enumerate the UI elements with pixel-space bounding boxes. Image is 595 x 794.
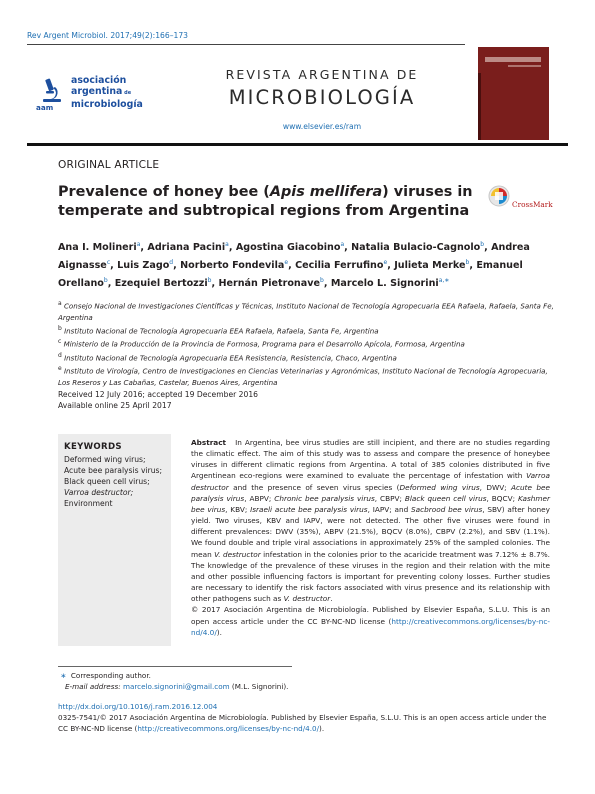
- keyword-item: Varroa destructor;: [64, 488, 134, 498]
- author-separator: ,: [211, 277, 219, 289]
- author: [147, 242, 235, 253]
- abstract-text-part: , DWV;: [479, 482, 512, 492]
- author: [58, 242, 147, 253]
- author-separator: ,: [387, 259, 395, 271]
- journal-citation-link[interactable]: Rev Argent Microbiol. 2017;49(2):166–173: [27, 31, 188, 40]
- author: [180, 260, 295, 271]
- abstract-copyright: [191, 604, 550, 637]
- affiliation: [58, 298, 558, 323]
- author-name: Emanuel Orellano: [58, 259, 523, 289]
- author-separator: ,: [484, 242, 492, 254]
- abstract-text: [191, 437, 550, 604]
- author-name: Andrea Aignasse: [58, 242, 530, 271]
- abstract-text-part: infestation in the colonies prior to the acaricide treatment was 7.12% ± 8.7%. The knowledge of the prevalence of these viruses in the region and their relation with the mite and other possible influencing factors is important for preventing colony losses. Further studies are necessary to identify the risk factors associated with virus presence and its relationship with other pathogens such as: [191, 549, 551, 604]
- keywords-title: KEYWORDS: [64, 442, 122, 452]
- author-separator: ,: [323, 277, 331, 289]
- abstract-text-part: , SBV) after honey yield. Two viruses, KBV and IAPV, were not detected. The other five viruses were found in different prevalences: DWV (35%), ABPV (21.5%), BQCV (8.0%), CBPV (2.2%), and SBV (1.1%). We found double and triple viral associations in approximately 25% of the sampled colonies. The mean: [191, 504, 550, 559]
- online-date: Available online 25 April 2017: [58, 401, 172, 410]
- author-affiliation-marker: b: [465, 258, 470, 266]
- affiliation: [58, 363, 558, 388]
- affiliation-list: [58, 298, 558, 388]
- abstract-italic-term: Kashmer bee virus: [191, 493, 550, 514]
- author-affiliation-marker: e: [284, 258, 289, 266]
- cover-spine: [478, 73, 481, 140]
- crossmark-label: CrossMark: [512, 200, 553, 209]
- header-bottom-rule: [27, 143, 568, 146]
- author: [394, 260, 476, 271]
- abstract-block: [191, 437, 550, 638]
- article-footer: [58, 702, 558, 734]
- keyword-item: Environment: [64, 499, 113, 509]
- author-name: Norberto Fondevila: [180, 259, 285, 271]
- society-name-line1: asociación: [71, 75, 127, 86]
- author-email-link[interactable]: marcelo.signorini@gmail.com: [122, 682, 230, 691]
- crossmark-icon: [488, 185, 510, 211]
- affiliation-text: Ministerio de la Producción de la Provincia de Formosa, Programa para el Desarrollo Apícola, Formosa, Argentina: [63, 339, 465, 349]
- abstract-text-part: , CBPV;: [374, 493, 405, 503]
- author-name: Adriana Pacini: [147, 242, 226, 254]
- abstract-italic-term: V. destructor: [214, 549, 261, 559]
- society-acronym: aam: [36, 103, 54, 112]
- abstract-text-part: , BQCV;: [486, 493, 518, 503]
- title-part-2: ) viruses in temperate and subtropical regions from Argentina: [58, 184, 473, 219]
- affiliation-text: Instituto de Virología, Centro de Investigaciones en Ciencias Veterinarias y Agronómicas, Instituto Nacional de Tecnología Agropecuaria, Los Reseros y Las Cabañas, Castelar, Buenos Aires, Argentina: [58, 366, 548, 388]
- affiliation-marker: e: [58, 365, 62, 373]
- email-label: E-mail address:: [65, 682, 121, 691]
- abstract-italic-term: V. destructor: [283, 594, 331, 604]
- society-name-line3: microbiología: [71, 99, 143, 111]
- footer-license-end: ).: [319, 723, 325, 733]
- keyword-item: Acute bee paralysis virus;: [64, 466, 163, 476]
- keyword-item: Deformed wing virus;: [64, 455, 146, 464]
- journal-cover-image: [478, 47, 549, 140]
- footer-license-link[interactable]: http://creativecommons.org/licenses/by-nc-nd/4.0/: [137, 723, 320, 733]
- author-affiliation-marker: b: [320, 276, 324, 284]
- author-affiliation-marker: b: [480, 241, 485, 248]
- title-species: Apis mellifera: [269, 184, 383, 200]
- keyword-item: Black queen cell virus;: [64, 477, 150, 487]
- author-affiliation-marker: a,∗: [438, 276, 450, 284]
- author-separator: ,: [107, 277, 115, 289]
- article-type-label: ORIGINAL ARTICLE: [58, 159, 160, 171]
- abstract-label: Abstract: [191, 438, 227, 447]
- author-name: Natalia Bulacio-Cagnolo: [351, 242, 481, 254]
- crossmark-badge[interactable]: [488, 185, 553, 215]
- article-title: [58, 183, 478, 221]
- author-name: Luis Zago: [117, 259, 170, 271]
- corresponding-author-label: Corresponding author.: [70, 671, 151, 680]
- author-name: Ezequiel Bertozzi: [114, 277, 208, 289]
- abstract-italic-term: Sacbrood bee virus: [411, 504, 483, 514]
- author-separator: ,: [110, 259, 118, 271]
- author-affiliation-marker: b: [207, 276, 212, 284]
- author: [295, 260, 394, 271]
- abstract-text-part: , ABPV;: [244, 493, 275, 503]
- author-separator: ,: [288, 259, 296, 271]
- author: [236, 242, 351, 253]
- author-name: Marcelo L. Signorini: [330, 277, 439, 289]
- author-separator: ,: [228, 242, 236, 254]
- footnote-divider: [58, 666, 292, 667]
- article-dates: [58, 389, 458, 411]
- author-affiliation-marker: a: [340, 241, 345, 248]
- affiliation-marker: a: [58, 300, 62, 307]
- abstract-text-part: , KBV;: [225, 504, 251, 514]
- author-separator: ,: [140, 242, 148, 254]
- header-divider: [27, 44, 465, 45]
- keywords-box: [58, 434, 171, 646]
- license-link[interactable]: http://creativecommons.org/licenses/by-nc-nd/4.0/: [191, 616, 550, 637]
- copyright-text: © 2017 Asociación Argentina de Microbiología. Published by Elsevier España, S.L.U. This is an open access article under the CC BY-NC-ND license (: [191, 605, 550, 626]
- abstract-text-part: and the presence of seven virus species (: [228, 482, 400, 492]
- email-owner: (M.L. Signorini).: [231, 682, 289, 691]
- title-part-1: Prevalence of honey bee (: [58, 184, 270, 200]
- affiliation-text: Instituto Nacional de Tecnología Agropecuaria EEA Resistencia, Resistencia, Chaco, Argentina: [64, 353, 397, 363]
- author-separator: ,: [173, 259, 181, 271]
- author-name: Agostina Giacobino: [235, 242, 341, 254]
- abstract-italic-term: Israeli acute bee paralysis virus: [250, 504, 368, 514]
- abstract-text-part: .: [330, 594, 333, 604]
- author-affiliation-marker: e: [383, 258, 388, 266]
- abstract-italic-term: Varroa destructor: [191, 471, 550, 492]
- author-name: Julieta Merke: [394, 259, 466, 271]
- author-name: Cecilia Ferrufino: [295, 259, 384, 271]
- journal-title-line1: REVISTA ARGENTINA DE: [225, 67, 419, 82]
- affiliation-marker: c: [58, 338, 62, 346]
- author-affiliation-marker: a: [225, 241, 229, 248]
- copyright-text-end: ).: [216, 627, 222, 637]
- journal-title-line2: MICROBIOLOGÍA: [228, 86, 416, 109]
- author-separator: ,: [344, 242, 352, 254]
- author: [117, 260, 180, 271]
- society-name-line2-small: de: [122, 90, 132, 97]
- affiliation: [58, 336, 558, 350]
- footnote-marker: ∗: [60, 671, 67, 680]
- author: [218, 278, 330, 289]
- author: [351, 242, 491, 253]
- journal-url-link[interactable]: www.elsevier.es/ram: [282, 122, 362, 131]
- corresponding-author-footnote: [58, 670, 538, 692]
- author-affiliation-marker: c: [106, 258, 111, 266]
- author-separator: ,: [469, 259, 477, 271]
- society-name: [71, 75, 143, 111]
- affiliation-text: Instituto Nacional de Tecnología Agropecuaria EEA Rafaela, Rafaela, Santa Fe, Argentina: [64, 326, 379, 336]
- abstract-italic-term: Acute bee paralysis virus: [191, 482, 550, 503]
- abstract-italic-term: Chronic bee paralysis virus: [274, 493, 375, 503]
- society-name-line2: argentina: [71, 86, 123, 98]
- author-name: Hernán Pietronave: [218, 277, 320, 289]
- doi-link[interactable]: http://dx.doi.org/10.1016/j.ram.2016.12.004: [58, 702, 218, 711]
- author-affiliation-marker: a: [136, 241, 141, 248]
- abstract-text-part: In Argentina, bee virus studies are still incipient, and there are no studies regarding the climatic effect. The aim of this study was to assess and compare the presence of honeybee viruses in different climatic regions from Argentina. A total of 385 colonies distributed in five Argentinean eco-regions were examined to evaluate the percentage of infestation with: [191, 438, 550, 481]
- affiliation-marker: b: [58, 324, 62, 332]
- affiliation: [58, 323, 558, 337]
- cover-subtitle-band: [508, 65, 541, 67]
- affiliation-text: Consejo Nacional de Investigaciones Científicas y Técnicas, Instituto Nacional de Tecnología Agropecuaria EEA Rafaela, Rafaela, Santa Fe, Argentina: [58, 301, 554, 322]
- microscope-icon: [37, 77, 67, 105]
- received-accepted-dates: Received 12 July 2016; accepted 19 December 2016: [58, 390, 258, 399]
- abstract-italic-term: Black queen cell virus: [404, 493, 487, 503]
- keywords-list: [64, 454, 168, 509]
- footer-license-text: 0325-7541/© 2017 Asociación Argentina de Microbiología. Published by Elsevier España, S.L.U. This is an open access article under the CC BY-NC-ND license (: [58, 712, 547, 733]
- author: [331, 278, 450, 289]
- society-logo: [35, 74, 145, 114]
- author-affiliation-marker: b: [103, 276, 108, 284]
- author: [115, 278, 219, 289]
- author-list: [58, 238, 558, 291]
- author-affiliation-marker: d: [169, 258, 174, 266]
- cover-title-band: [485, 57, 541, 62]
- affiliation: [58, 350, 558, 364]
- abstract-italic-term: Deformed wing virus: [399, 482, 480, 492]
- author-name: Ana I. Molineri: [58, 242, 137, 254]
- affiliation-marker: d: [58, 351, 62, 359]
- abstract-text-part: , IAPV; and: [367, 504, 412, 514]
